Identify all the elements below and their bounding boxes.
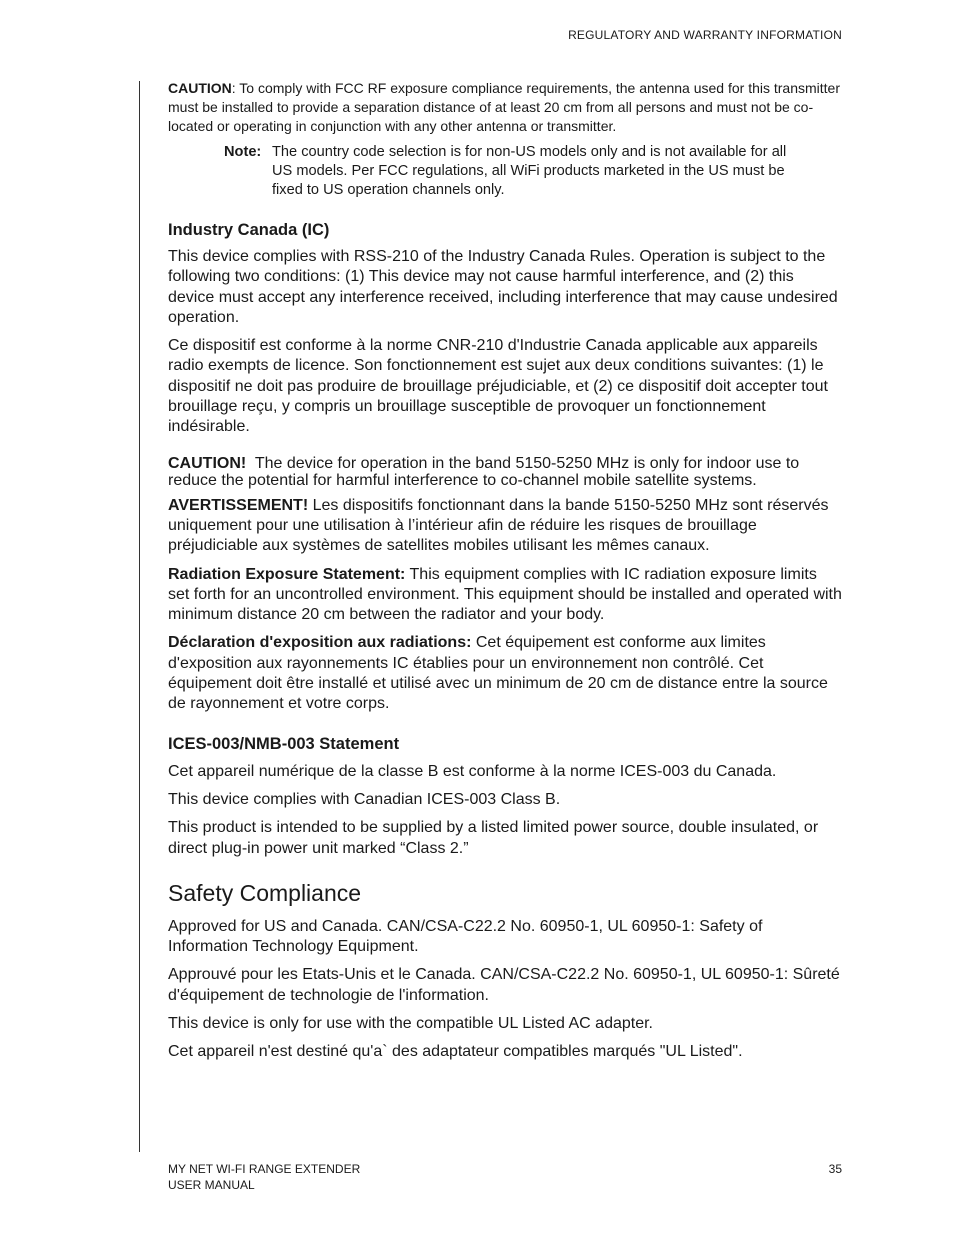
- fcc-caution-label: CAUTION: [168, 80, 232, 96]
- radiation-exposure-paragraph: [168, 565, 842, 626]
- running-header: REGULATORY AND WARRANTY INFORMATION: [568, 28, 842, 42]
- footer-product-name: MY NET WI-FI RANGE EXTENDER: [168, 1162, 361, 1176]
- safety-heading: Safety Compliance: [168, 879, 362, 906]
- avertissement-text: Les dispositifs fonctionnant dans la bande 5150-5250 MHz sont réservés uniquement pour une utilisation à l’intérieur afin de réduire les risques de brouillage préjudiciable aux systèmes de satellites mobiles utilisant les mêmes canaux.: [168, 496, 829, 555]
- ic-caution-label: CAUTION!: [168, 454, 247, 472]
- power-source-paragraph: This product is intended to be supplied by a listed limited power source, double insulated, or direct plug-in power unit marked “Class 2.”: [168, 819, 819, 857]
- avertissement-label: AVERTISSEMENT!: [168, 496, 309, 514]
- page-number: 35: [828, 1162, 842, 1176]
- ices-paragraph-en: This device complies with Canadian ICES-003 Class B.: [168, 790, 561, 808]
- safety-paragraph-1: Approved for US and Canada. CAN/CSA-C22.2 No. 60950-1, UL 60950-1: Safety of Information Technology Equipment.: [168, 917, 763, 956]
- ic-caution-text: The device for operation in the band 5150-5250 MHz is only for indoor use to reduce the potential for harmful interference to co-channel mobile satellite systems.: [168, 454, 800, 489]
- declaration-label: Déclaration d'exposition aux radiations:: [168, 634, 472, 652]
- ic-heading: Industry Canada (IC): [168, 221, 330, 239]
- ic-paragraph-fr: Ce dispositif est conforme à la norme CNR-210 d'Industrie Canada applicable aux appareils radio exempts de licence. Son fonctionnement est sujet aux deux conditions suivantes: (1) le dispositif ne doit pas produire de brouillage préjudiciable, et (2) ce dispositif doit accepter tout brouillage reçu, y compris un brouillage susceptible de provoquer un fonctionnement indésirable.: [168, 337, 828, 436]
- fcc-caution-text: : To comply with FCC RF exposure compliance requirements, the antenna used for this transmitter must be installed to provide a separation distance of at least 20 cm from all persons and must not be co-located or operating in conjunction with any other antenna or transmitter.: [168, 80, 841, 134]
- footer-product-info: [168, 1161, 360, 1193]
- safety-paragraph-2: Approuvé pour les Etats-Unis et le Canada. CAN/CSA-C22.2 No. 60950-1, UL 60950-1: Sûreté d'équipement de technologie de l'information.: [168, 966, 840, 1004]
- avertissement-paragraph: [168, 496, 842, 557]
- country-code-note: [224, 143, 842, 200]
- note-text: The country code selection is for non-US models only and is not available for all US models. Per FCC regulations, all WiFi products marketed in the US must be fixed to US operation channels only.: [272, 144, 787, 198]
- footer-manual-label: USER MANUAL: [168, 1178, 255, 1192]
- declaration-paragraph: [168, 633, 842, 714]
- ic-paragraph-en: This device complies with RSS-210 of the Industry Canada Rules. Operation is subject to the following two conditions: (1) This device may not cause harmful interference, and (2) this device must accept any interference received, including interference that may cause undesired operation.: [168, 248, 838, 326]
- ices-heading: ICES-003/NMB-003 Statement: [168, 734, 400, 753]
- safety-paragraph-4: Cet appareil n'est destiné qu'a` des adaptateur compatibles marqués "UL Listed".: [168, 1043, 743, 1061]
- note-label: Note:: [224, 144, 262, 160]
- page-content: [168, 79, 842, 1063]
- ic-caution-paragraph: [168, 455, 842, 489]
- margin-rule: [139, 81, 140, 1152]
- radiation-exposure-text: This equipment complies with IC radiation exposure limits set forth for an uncontrolled environment. This equipment should be installed and operated with minimum distance 20 cm between the radiator and your body.: [168, 565, 842, 624]
- radiation-exposure-label: Radiation Exposure Statement:: [168, 565, 406, 583]
- declaration-text: Cet équipement est conforme aux limites d'exposition aux rayonnements IC établies pour un environnement non contrôlé. Cet équipement doit être installé et utilisé avec un minimum de 20 cm de distance entre la source de rayonnement et votre corps.: [168, 634, 828, 713]
- ices-paragraph-fr: Cet appareil numérique de la classe B est conforme à la norme ICES-003 du Canada.: [168, 762, 777, 780]
- fcc-caution-paragraph: [168, 79, 842, 136]
- safety-paragraph-3: This device is only for use with the compatible UL Listed AC adapter.: [168, 1015, 653, 1033]
